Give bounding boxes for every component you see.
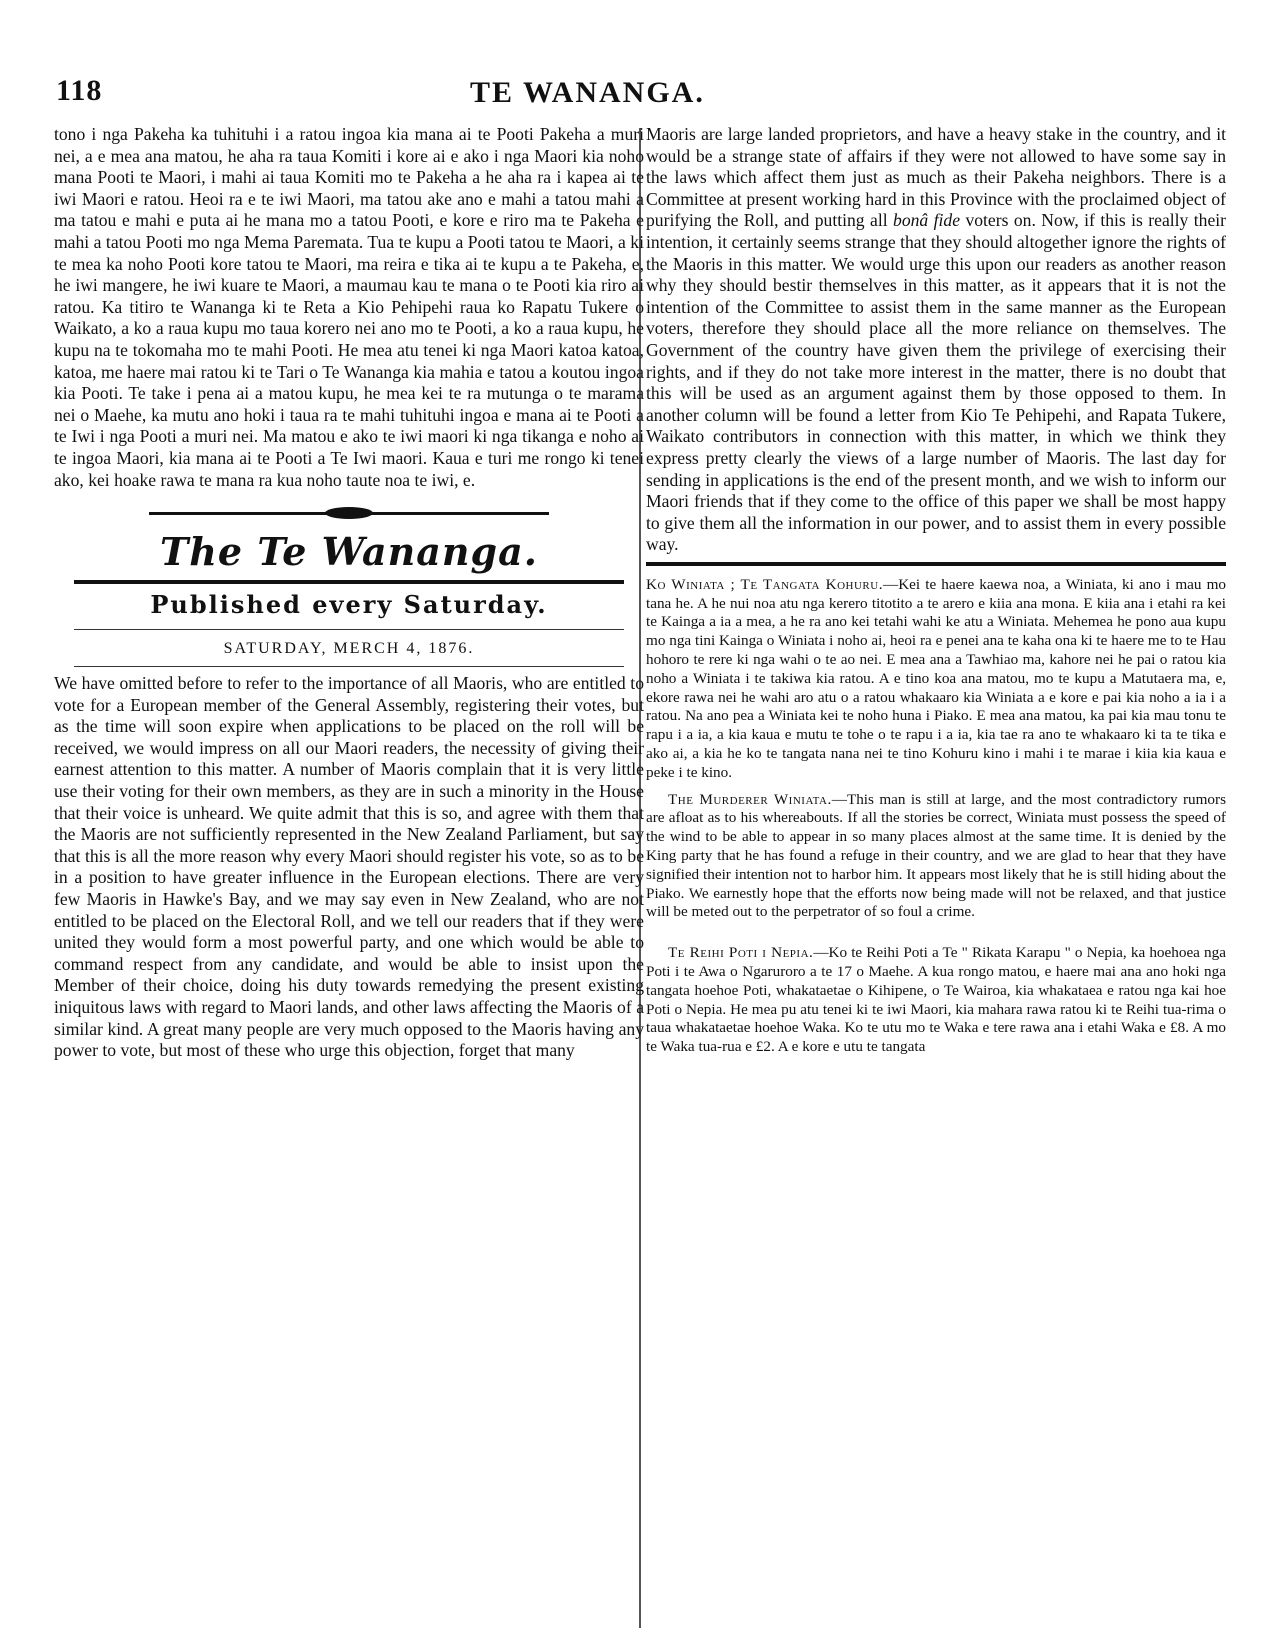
left-column — [54, 124, 644, 1062]
news-item-body: —Ko te Reihi Poti a Te " Rikata Karapu " o Nepia, ka hoehoea nga Poti i te Awa o Ngaruroro a te 17 o Maehe. A kua rongo matou, e haere mai ana ano hoki nga tangata hoehoe Poti, whakataetae o Kihipene, o Te Wairoa, kia whakataea e ratou nga kai hoe Poti o Nepia. He mea pu atu tenei ki te iwi Maori, kia mahara rawa ratou ki te Reihi tua-rima o taua whakataetae hoehoe Waka. Ko te utu mo te Waka e tere rawa ana i etahi Waka e £8. A mo te Waka tua-rua e £2. A e kore e utu te tangata — [646, 944, 1226, 1056]
dateline: SATURDAY, MERCH 4, 1876. — [223, 640, 475, 658]
news-item-winiata-maori — [646, 576, 1226, 783]
page-number: 118 — [56, 74, 103, 107]
editorial-continuation — [646, 124, 1226, 556]
editorial-text-a: Maoris are large landed proprietors, and have a heavy stake in the country, and it would be a strange state of affairs if they were not allowed to have some say in the laws which affect them just as much as their Pakeha neighbors. There is a Committee at present working hard in this Province with the proclaimed object of purifying the Roll, and putting all — [646, 124, 1226, 231]
maori-article: tono i nga Pakeha ka tuhituhi i a ratou ingoa kia mana ai te Pooti Pakeha a muri nei, a e mea ana matou, he aha ra taua Komiti i kore ai e ako i nga Maori kia noho mana Pooti te Maori, i mahi ai taua Komiti mo te Pakeha a he aha ra i kapea ai te iwi Maori e ratou. Heoi ra e te iwi Maori, ma tatou ake ano e mahi a tatou mahi a ma tatou e mahi e puta ai he mana mo a tatou Pooti, e kore e riro ma te Pakeha e mahi a tatou Pooti mo nga Mema Paremata. Tua te kupu a Pooti tatou te Maori, a ki te mea ka noho Pooti kore tatou te Maori, ma reira e tika ai te kupu a te Pakeha, e, he iwi mangere, he iwi kuare te Maori, a maumau kau te mana o te Pooti kia riro ai ratou. Ka titiro te Wananga ki te Reta a Kio Pehipehi raua ko Rapatu Tukere o Waikato, a ko a raua kupu mo taua korero nei ano mo te Pooti, a ko a raua kupu, he kupu na te tokomaha mo te mahi Pooti. He mea atu tenei ki nga Maori katoa katoa, katoa, me haere mai ratou ki te Tari o Te Wananga kia mahia e tatou a koutou ingoa kia Pooti. Te take i pena ai a matou kupu, he mea kei te ra mutunga o te marama nei o Maehe, ka mutu ano hoki i taua ra te mahi tuhituhi ingoa e mana ai te Pooti a te Iwi i nga Pooti a muri nei. Ma matou e ako te iwi maori ki nga tikanga e noho ai te ingoa Maori, kia mana ai te Pooti a Te Iwi maori. Kaua e turi me rongo ki tenei ako, kei hoake rawa te mana ra kua noho taute noa te iwi, e. — [54, 124, 644, 490]
news-item-body: —Kei te haere kaewa noa, a Winiata, ki ano i mau mo tana he. A he nui noa atu nga kerero titotito a te arero e kiia ana mona. E kiia ana i etahi ra kei te Kainga a ia a mea, a he ra ano kei tetahi wahi ke atu a Winiata. Mehemea he pono aua kupu mo nga tini Kainga o Winiata i noho ai, heoi ra e penei ana te kaha ona ki te haere me to te Hau hohoro te rere ki nga wahi o te ao nei. E mea ana a Tawhiao ma, kahore nei he pai o ratou kia noho a Winiata i te takiwa kia ratou. A e tino koa ana matou, mo te kupu a Matutaera ma, e, ekore rawa nei he wahi aro atu o a ratou whakaaro kia Winiata a e kore e pai kia noho a ia i a ratou. Na ano pea a Winiata kei te noho huna i Piako. E mea ana matou, ka pai kia mau tonu te rapu i a ia, a kia kaua e mutu te tohe o te rapu i a ia, kia tae ra ano te whakaaro ki ta te tika e ako ai, a kia he ko te tangata nana nei te tino Kohuru kino i mahi i te marae i kiia kia kaua e peke i te kino. — [646, 575, 1226, 781]
published-rule — [74, 629, 624, 630]
editorial-text-b: voters on. Now, if this is really their intention, it certainly seems strange that they should altogether ignore the rights of the Maoris in this matter. We would urge this upon our readers as another reason why they should bestir themselves in this matter, as it appears that it is not the intention of the Committee to assist them in the same manner as the European voters, therefore they should place all the more reliance on themselves. The Government of the country have given them the privilege of exercising their rights, and if they do not take more interest in the matter, there is no doubt that this will be used as an argument against them by those opposed to them. In another column will be found a letter from Kio Te Pehipehi, and Rapata Tukere, Waikato contributors in connection with this matter, in which we think they express pretty clearly the views of a large number of Maoris. The last day for sending in applications is the end of the present month, and we wish to inform our Maori friends that if they come to the office of this paper we shall be most happy to give them all the information in our power, and to assist them in every possible way. — [646, 210, 1227, 555]
news-item-boat-race — [646, 944, 1226, 1057]
news-item-heading: Ko Winiata ; Te Tangata Kohuru. — [646, 575, 883, 593]
english-editorial: We have omitted before to refer to the importance of all Maoris, who are entitled to vote for a European member of the General Assembly, registering their votes, but as the time will soon expire when applications to be placed on the roll will be received, we would impress on all our Maori readers, the necessity of giving their earnest attention to this matter. A number of Maoris complain that it is very little use their voting for their own members, as they are in such a minority in the House that their voice is unheard. We quite admit that this is so, and agree with them that the Maoris are not sufficiently represented in the New Zealand Parliament, but say that this is all the more reason why every Maori should register his vote, so as to be in a position to have greater influence in the European elections. There are very few Maoris in Hawke's Bay, and we may say even in New Zealand, who are not entitled to be placed on the Electoral Roll, and we tell our readers that if they were united they would form a most powerful party, and one which would be able to command respect from any candidate, and would be able to insist upon the Member of their choice, doing his duty towards remedying the present existing iniquitous laws with regard to Maori lands, and other laws affecting the Maoris of a similar kind. A great many people are very much opposed to the Maoris having any power to vote, but most of these who urge this objection, forget that many — [54, 673, 644, 1061]
published-line: Published every Saturday. — [150, 590, 548, 620]
editorial-italic-phrase: bonâ fide — [893, 210, 961, 231]
masthead: The Te Wananga. — [160, 529, 538, 575]
dateline-rule — [74, 666, 624, 667]
news-item-body: —This man is still at large, and the most contradictory rumors are afloat as to his whereabouts. If all the stories be correct, Winiata must possess the speed of the wind to be able to appear in so many places almost at the same time. It is denied by the King party that he has found a refuge in their country, and we are glad to hear that they have signified their intention not to harbor him. It appears most likely that he is still hiding about the Piako. We earnestly hope that the efforts now being made will not be relaxed, and that justice will be meted out to the perpetrator of so foul a crime. — [646, 790, 1226, 921]
news-item-heading: Te Reihi Poti i Nepia. — [668, 944, 814, 962]
masthead-rule — [74, 580, 624, 584]
news-item-heading: The Murderer Winiata. — [668, 790, 832, 808]
right-column — [646, 124, 1226, 1057]
news-item-winiata-english — [646, 791, 1226, 923]
running-title: TE WANANGA. — [470, 76, 705, 109]
ornamental-rule — [149, 505, 549, 521]
